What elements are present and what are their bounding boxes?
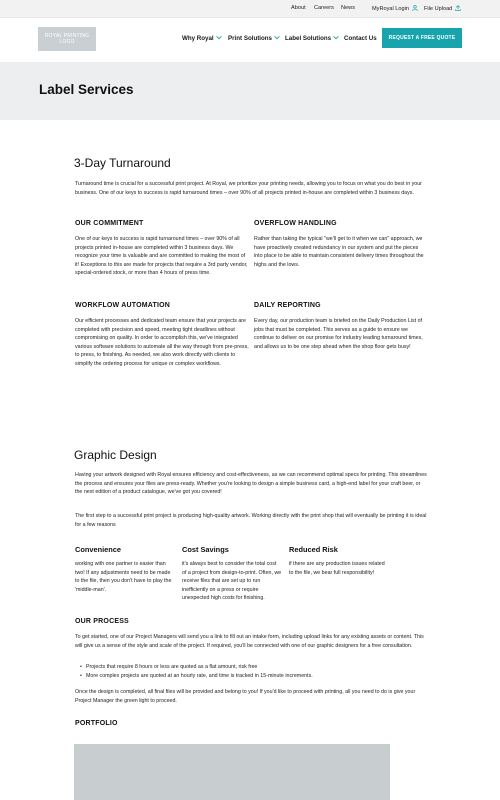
myroyal-login-link[interactable] — [372, 5, 418, 12]
list-item: • Projects that require 8 hours or less are quoted as a flat amount, risk free — [80, 663, 400, 672]
portfolio-image-placeholder — [74, 744, 390, 800]
convenience-heading: Convenience — [75, 545, 122, 554]
main-header — [0, 18, 500, 62]
process-bullets — [80, 663, 400, 680]
process-text: To get started, one of our Project Managers will send you a link to fill out an intake form, including upload links for any existing assets or content. This will give us a sense of the style and scale of the project. If required, you'll be connected with one of our graphic designers for a free consultation. — [75, 634, 424, 649]
file-upload-link[interactable] — [424, 5, 461, 12]
graphic-intro-2: The first step to a successful print project is producing high-quality artwork. Working directly with the print shop that will eventually be printing it is ideal for a few reasons — [75, 513, 427, 528]
page-title: Label Services — [39, 82, 134, 97]
turnaround-title: 3-Day Turnaround — [74, 156, 171, 170]
nav-why-royal[interactable] — [182, 35, 222, 42]
nav-label: Print Solutions — [228, 35, 272, 42]
reduced-risk-heading: Reduced Risk — [289, 545, 338, 554]
graphic-design-title: Graphic Design — [74, 448, 157, 462]
closing-text: Once the design is completed, all final files will be provided and belong to you! If you'd like to proceed with printing, all you need to do is give your Project Manager the green light to proceed. — [75, 689, 416, 704]
reporting-heading: DAILY REPORTING — [254, 302, 321, 309]
cost-savings-heading: Cost Savings — [182, 545, 229, 554]
page-hero — [0, 62, 500, 120]
logo[interactable]: ROYAL PRINTING LOGO — [38, 27, 96, 51]
request-quote-button[interactable]: REQUEST A FREE QUOTE — [382, 28, 462, 48]
automation-heading: WORKFLOW AUTOMATION — [75, 302, 171, 309]
cost-savings-text: it's always best to consider the total cost of a project from design-to-print. Often, we receive files that are set up to run inefficiently on a press or require unexpected high costs for finishing. — [182, 561, 282, 602]
utility-bar — [0, 0, 500, 18]
chevron-down-icon — [274, 35, 280, 40]
person-icon — [412, 5, 418, 11]
news-link[interactable]: News — [341, 5, 355, 11]
chevron-down-icon — [333, 35, 339, 40]
nav-label: Label Solutions — [285, 35, 332, 42]
overflow-text: Rather than taking the typical "we'll get to it when we can" approach, we have proactively created redundancy in our system and put the pieces into place to be able to maintain consistent delivery times throughout the highs and the lows. — [254, 236, 424, 268]
careers-link[interactable]: Careers — [314, 5, 334, 11]
commitment-heading: OUR COMMITMENT — [75, 220, 144, 227]
process-heading: OUR PROCESS — [75, 618, 129, 625]
graphic-intro-1: Having your artwork designed with Royal ensures efficiency and cost-effectiveness, as we can recommend optimal specs for printing. This streamlines the process and ensures your files are press-ready. Whether you're looking to design a simple business card, a high-end label for your craft beer, or the next edition of a product catalogue, we've got you covered! — [75, 472, 427, 496]
about-link[interactable]: About — [291, 5, 306, 11]
overflow-heading: OVERFLOW HANDLING — [254, 220, 337, 227]
nav-print-solutions[interactable] — [228, 35, 280, 42]
reporting-text: Every day, our production team is briefed on the Daily Production List of jobs that must be completed. This serves as a guide to ensure we continue to deliver on our promise for industry leading turnaround times, and allows us to be one step ahead when the shop floor gets busy! — [254, 318, 423, 350]
automation-text: Our efficient processes and dedicated team ensure that your projects are completed with precision and speed, meeting tight deadlines without compromising on quality. In order to accomplish this, we've integrated various software solutions to automate all the way through from pre-press, to press, to finishing. As needed, we also work directly with clients to simplify the ordering process for unique or complex workflows. — [75, 318, 249, 367]
nav-label: Why Royal — [182, 35, 214, 42]
login-label: MyRoyal Login — [372, 6, 409, 12]
turnaround-intro: Turnaround time is crucial for a successful print project. At Royal, we prioritize your printing needs, allowing you to focus on what you do best in your business. One of our keys to success is rapid turnaround times – over 90% of all projects printed in-house are completed within 3 business days. — [75, 181, 422, 196]
nav-label-solutions[interactable] — [285, 35, 339, 42]
file-upload-label: File Upload — [424, 6, 453, 12]
nav-contact-us[interactable]: Contact Us — [344, 35, 377, 42]
reduced-risk-text: if there are any production issues related to the file, we bear full responsibility! — [289, 561, 385, 576]
list-item: • More complex projects are quoted at an hourly rate, and time is tracked in 15-minute increments. — [80, 672, 400, 681]
chevron-down-icon — [216, 35, 222, 40]
upload-icon — [455, 5, 461, 11]
commitment-text: One of our keys to success is rapid turnaround times – over 90% of all projects printed in-house are completed within 3 business days. We recognize your time is valuable and are committed to making the most of it! Exceptions to this are made for projects that require a 3rd party vendor, special-ordered stock, or more than 4 hours of press time. — [75, 236, 248, 277]
portfolio-heading: PORTFOLIO — [75, 720, 118, 727]
convenience-text: working with one partner is easier than two! If any adjustments need to be made to the file, then you don't have to play the 'middle-man'. — [75, 561, 172, 593]
